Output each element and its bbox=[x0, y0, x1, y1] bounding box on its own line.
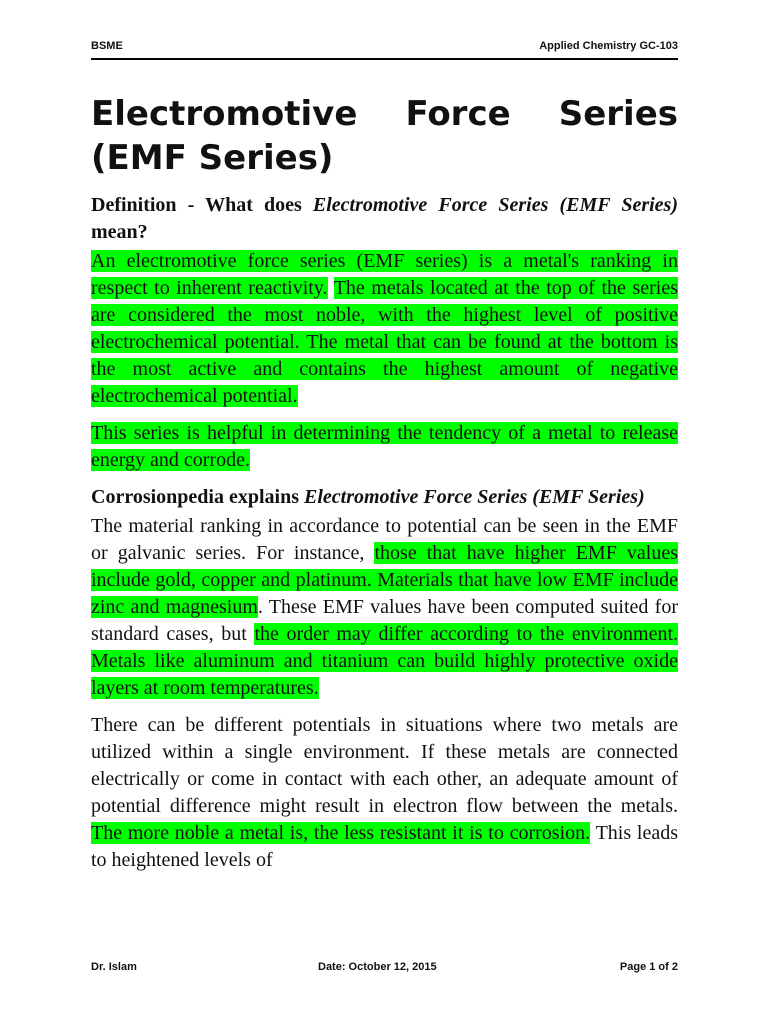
footer-date: Date: October 12, 2015 bbox=[318, 961, 437, 973]
highlight: those that have higher EMF values include gold, copper and platinum. Materials that have low EMF include zinc and magnesium bbox=[91, 542, 678, 618]
header-left: BSME bbox=[91, 40, 123, 52]
paragraph-3: The material ranking in accordance to potential can be seen in the EMF or galvanic series. For instance, those that have higher EMF values include gold, copper and platinum. Materials that have low EMF include zinc and magnesium. These EMF values have been computed suited for standard cases, but the order may differ according to the environment. Metals like aluminum and titanium can build highly protective oxide layers at room temperatures. bbox=[91, 515, 678, 699]
highlight: Metals like aluminum and titanium can build highly protective oxide layers at room temperatures. bbox=[91, 650, 678, 699]
definition-heading: Definition - What does Electromotive Force Series (EMF Series) mean? bbox=[91, 194, 679, 243]
footer-author: Dr. Islam bbox=[91, 961, 137, 973]
highlight: This series is helpful in determining the tendency of a metal to release energy and corrode. bbox=[91, 422, 678, 471]
highlight: the order may differ according to the environment. bbox=[254, 623, 678, 645]
document-title: Electromotive Force Series (EMF Series) bbox=[91, 94, 678, 178]
highlight: An electromotive force series (EMF series) is a metal's ranking in respect to inherent reactivity. bbox=[91, 250, 678, 299]
page-header bbox=[91, 40, 678, 60]
document-body bbox=[91, 192, 678, 874]
footer-page-number: Page 1 of 2 bbox=[619, 961, 678, 973]
header-right: Applied Chemistry GC-103 bbox=[539, 40, 678, 52]
paragraph-4: There can be different potentials in situations where two metals are utilized within a single environment. If these metals are connected electrically or come in contact with each other, an adequate amount of potential difference might result in electron flow between the metals. The more noble a metal is, the less resistant it is to corrosion. This leads to heightened levels of bbox=[91, 714, 678, 871]
page-footer bbox=[91, 961, 678, 977]
explains-heading: Corrosionpedia explains Electromotive Force Series (EMF Series) bbox=[91, 486, 645, 508]
highlight: The more noble a metal is, the less resistant it is to corrosion. bbox=[91, 822, 591, 844]
paragraph-1 bbox=[91, 248, 678, 410]
highlight: The metals located at the top of the series are considered the most noble, with the highest level of positive electrochemical potential. The metal that can be found at the bottom is the most active and contains the highest amount of negative electrochemical potential. bbox=[91, 277, 678, 407]
paragraph-2 bbox=[91, 420, 678, 474]
